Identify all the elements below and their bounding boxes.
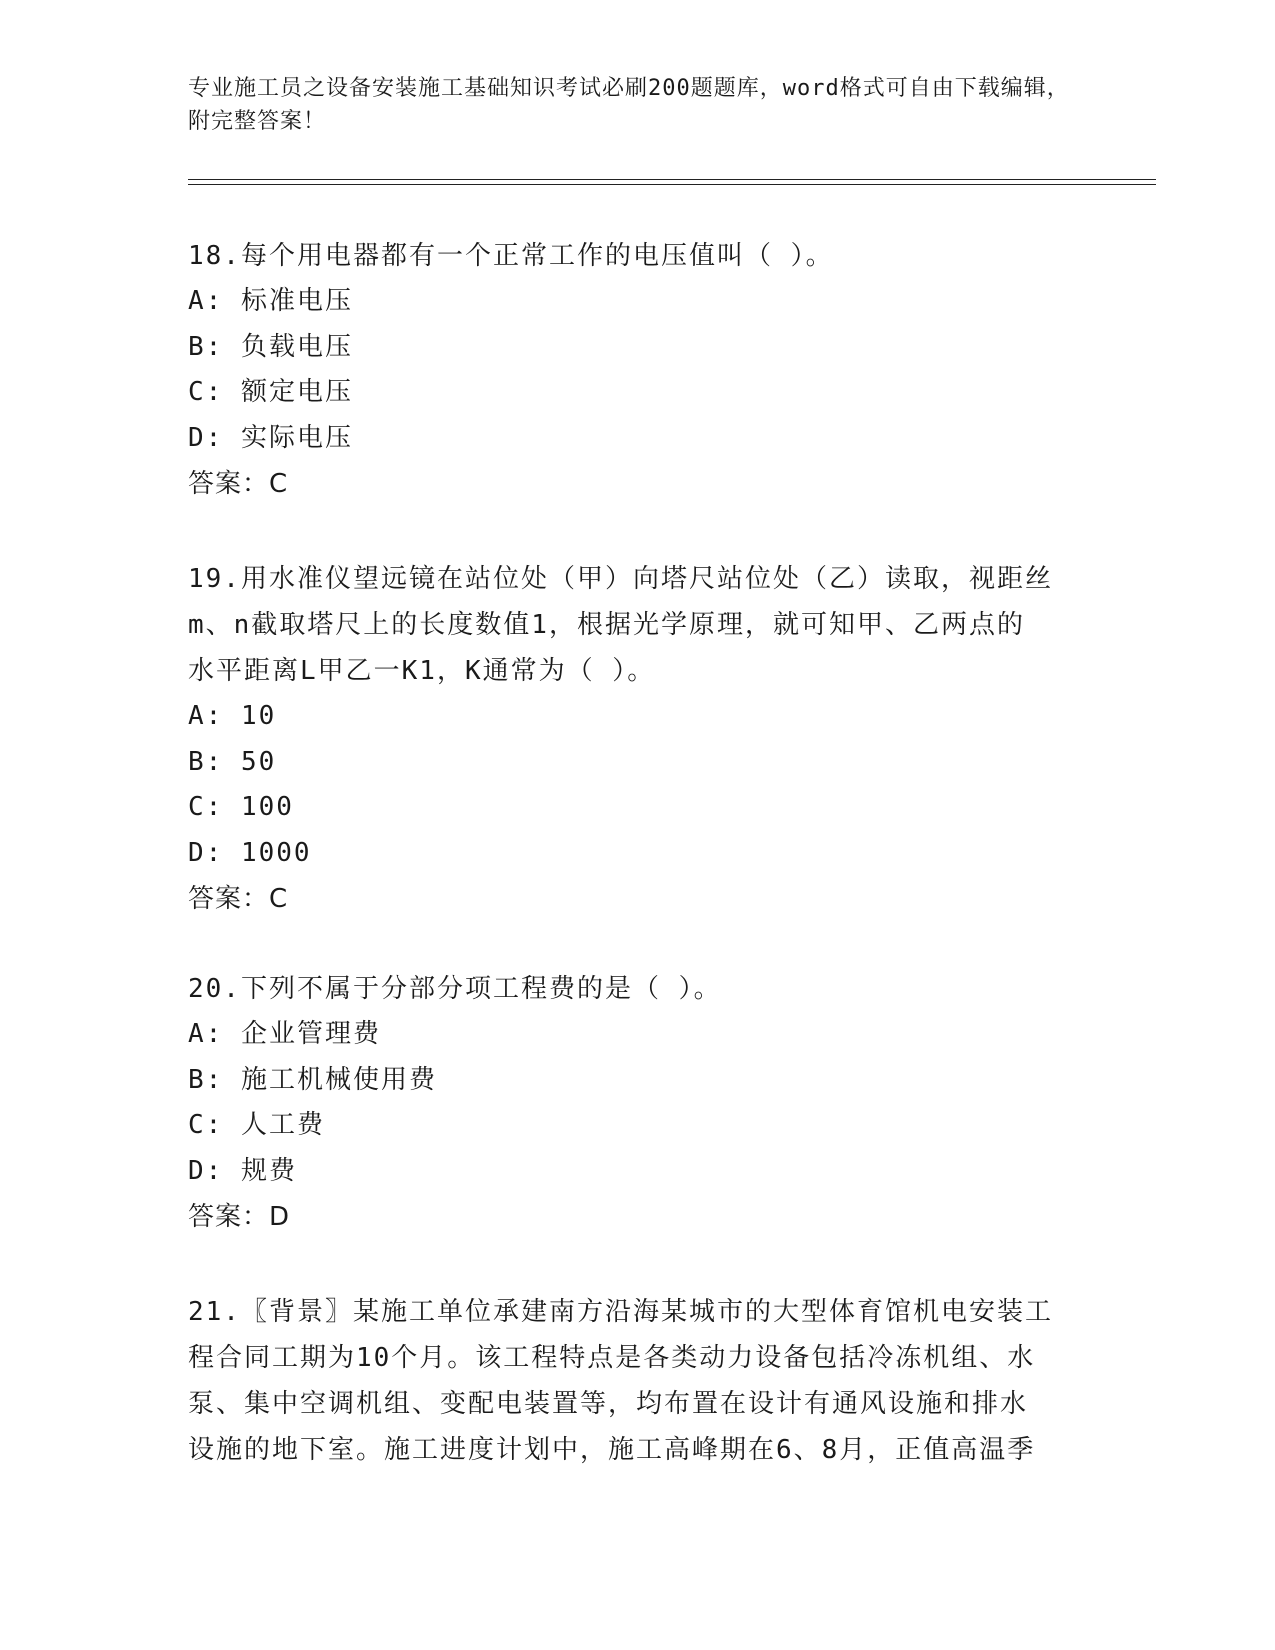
question-stem-line: 设施的地下室。施工进度计划中，施工高峰期在6、8月，正值高温季 [188,1435,1036,1465]
option-b: B: 负载电压 [188,331,353,362]
question-20 [188,966,1088,1240]
question-stem: 18.每个用电器都有一个正常工作的电压值叫（ ）。 [188,241,834,271]
option-b: B: 施工机械使用费 [188,1064,437,1095]
option-d: D: 规费 [188,1155,297,1186]
question-stem-line: 21.〖背景〗某施工单位承建南方沿海某城市的大型体育馆机电安装工 [188,1297,1053,1327]
question-19 [188,556,1088,922]
question-stem-line: m、n截取塔尺上的长度数值1，根据光学原理，就可知甲、乙两点的 [188,610,1025,640]
question-21 [188,1289,1088,1473]
document-header [188,72,1088,138]
question-stem-line: 程合同工期为10个月。该工程特点是各类动力设备包括冷冻机组、水 [188,1343,1036,1373]
option-d: D: 1000 [188,837,312,868]
option-b: B: 50 [188,746,277,777]
option-c: C: 额定电压 [188,377,353,407]
answer: 答案：C [188,884,289,914]
option-a: A: 10 [188,701,277,731]
header-title: 专业施工员之设备安装施工基础知识考试必刷200题题库，word格式可自由下载编辑，附完整答案！ [188,76,1070,134]
option-a: A: 企业管理费 [188,1019,381,1049]
question-stem: 20.下列不属于分部分项工程费的是（ ）。 [188,974,722,1004]
option-a: A: 标准电压 [188,286,353,316]
question-stem-line: 水平距离L甲乙一K1，K通常为（ ）。 [188,656,656,686]
answer: 答案：C [188,469,289,499]
question-stem-line: 泵、集中空调机组、变配电装置等，均布置在设计有通风设施和排水 [188,1389,1029,1419]
answer: 答案：D [188,1202,291,1232]
option-c: C: 人工费 [188,1110,325,1140]
question-18 [188,233,1088,507]
question-stem-line: 19.用水准仪望远镜在站位处（甲）向塔尺站位处（乙）读取，视距丝 [188,564,1053,594]
option-c: C: 100 [188,792,294,822]
option-d: D: 实际电压 [188,422,353,453]
header-divider [188,179,1156,185]
